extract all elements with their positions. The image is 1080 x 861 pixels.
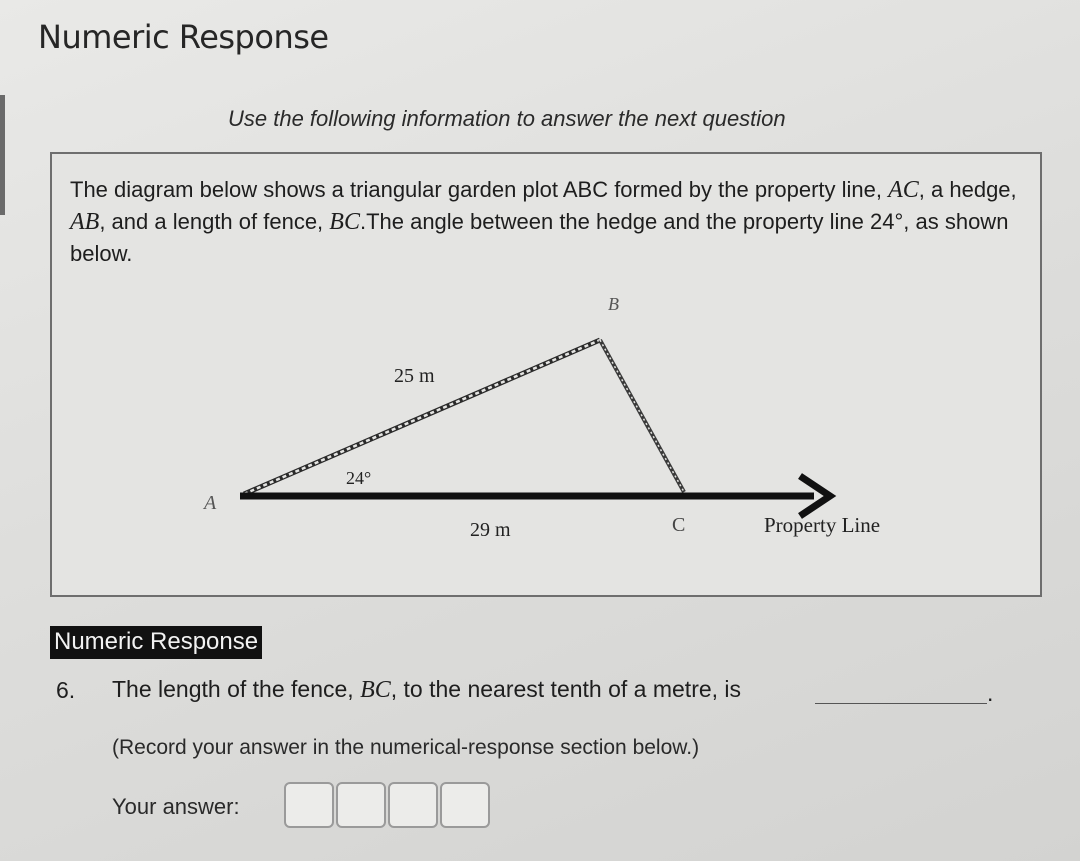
question-number: 6. <box>56 677 76 703</box>
instruction-text: Use the following information to answer the next question <box>228 106 786 131</box>
question-text-a: The length of the fence, <box>112 676 361 702</box>
question-text-b: , to the nearest tenth of a metre, is <box>390 676 742 702</box>
screen-edge-shadow <box>0 95 5 215</box>
page-title: Numeric Response <box>38 18 329 56</box>
info-text-b: , a hedge, <box>918 177 1017 202</box>
vertex-b-label: B <box>608 294 619 314</box>
info-text-d: .The angle between the hedge and the property line 24°, as shown below. <box>70 209 1009 266</box>
base-length-label: 29 m <box>470 519 511 541</box>
triangle-diagram <box>52 154 1040 595</box>
answer-digit-box-2[interactable] <box>336 782 386 828</box>
segment-ab: AB <box>70 209 100 235</box>
property-line-label: Property Line <box>764 513 881 537</box>
information-box <box>50 152 1042 597</box>
segment-ac: AC <box>888 177 919 203</box>
hedge-length-label: 25 m <box>394 365 435 387</box>
vertex-a-label: A <box>204 492 217 514</box>
question-period: . <box>987 680 994 706</box>
question-segment-bc: BC <box>360 677 391 703</box>
segment-bc: BC <box>329 209 360 235</box>
record-answer-note: (Record your answer in the numerical-response section below.) <box>112 736 700 759</box>
numeric-response-label: Numeric Response <box>50 626 262 659</box>
question-text <box>112 676 741 704</box>
answer-input-group <box>284 782 490 828</box>
info-text-a: The diagram below shows a triangular garden plot ABC formed by the property line, <box>70 177 882 202</box>
your-answer-label: Your answer: <box>112 794 240 819</box>
answer-digit-box-1[interactable] <box>284 782 334 828</box>
answer-blank-line <box>815 703 987 704</box>
angle-label: 24° <box>346 468 372 488</box>
info-text-c: , and a length of fence, <box>99 209 330 234</box>
answer-digit-box-4[interactable] <box>440 782 490 828</box>
answer-digit-box-3[interactable] <box>388 782 438 828</box>
vertex-c-label: C <box>672 514 686 536</box>
